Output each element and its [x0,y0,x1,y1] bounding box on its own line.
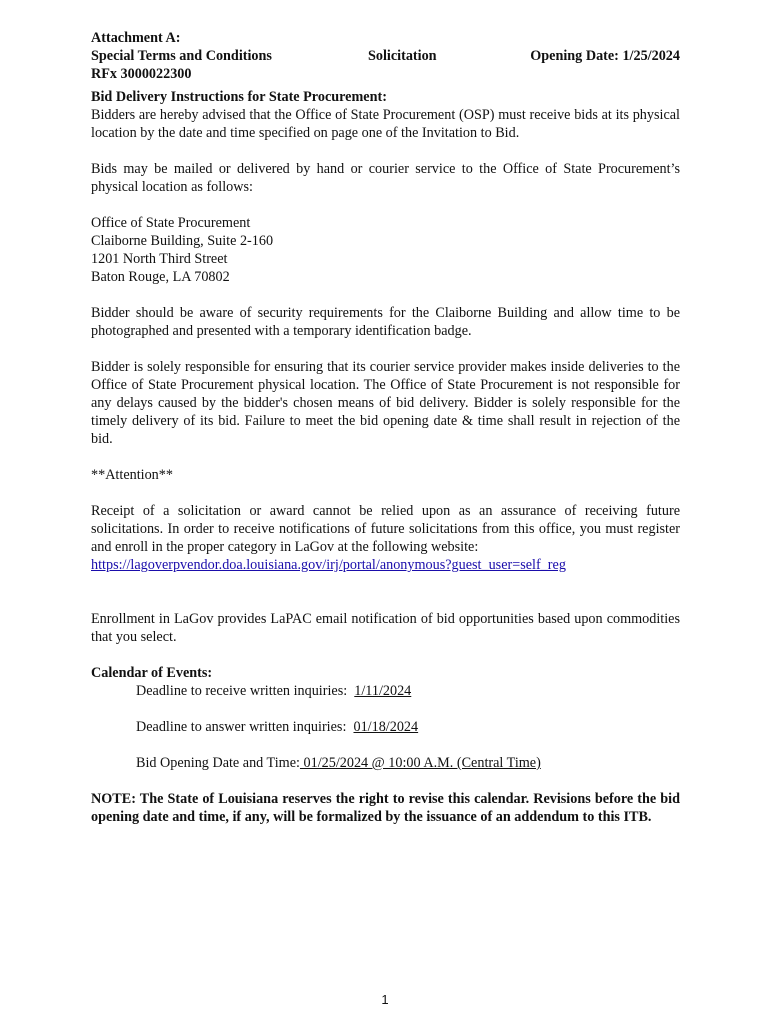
header-row [91,47,680,65]
header-terms: Special Terms and Conditions [91,48,272,64]
lagov-registration-link[interactable]: https://lagoverpvendor.doa.louisiana.gov/irj/portal/anonymous?guest_user=self_reg [91,557,566,573]
address-line: Claiborne Building, Suite 2-160 [91,233,274,249]
calendar-heading: Calendar of Events: [91,665,213,681]
address-line: 1201 North Third Street [91,251,228,267]
header-solicitation: Solicitation [368,48,437,64]
calendar-events [91,682,680,772]
header-rfx: RFx 3000022300 [91,66,192,82]
bid-delivery-paragraph-3: Bidder should be aware of security requirements for the Claiborne Building and allow time to be photographed and presented with a temporary identification badge. [91,305,680,339]
note-text: : The State of Louisiana reserves the right to revise this calendar. Revisions before the bid opening date and time, if any, will be formalized by the issuance of an addendum to this ITB. [91,791,680,825]
bid-delivery-heading: Bid Delivery Instructions for State Procurement: [91,89,387,105]
event-value: 1/11/2024 [354,683,412,699]
page-number: 1 [381,992,389,1007]
document-page [91,29,680,826]
header-opening-date: Opening Date: 1/25/2024 [530,48,680,64]
note-paragraph [91,790,680,826]
event-label: Deadline to receive written inquiries: [136,683,348,699]
address-line: Office of State Procurement [91,215,251,231]
enrollment-paragraph: Enrollment in LaGov provides LaPAC email notification of bid opportunities based upon commodities that you select. [91,611,680,645]
attention-label: **Attention** [91,467,173,483]
calendar-event [136,682,680,700]
event-value: 01/25/2024 @ 10:00 A.M. (Central Time) [299,755,541,771]
event-label: Deadline to answer written inquiries: [136,719,347,735]
header-attachment: Attachment A: [91,30,181,46]
event-label: Bid Opening Date and Time: [136,755,300,771]
calendar-event [136,754,680,772]
address-line: Baton Rouge, LA 70802 [91,269,230,285]
note-label: NOTE [91,791,132,807]
bid-delivery-paragraph-1: Bidders are hereby advised that the Office of State Procurement (OSP) must receive bids at its physical location by the date and time specified on page one of the Invitation to Bid. [91,107,680,141]
address-block [91,214,680,286]
document-header [91,29,680,83]
bid-delivery-paragraph-4: Bidder is solely responsible for ensuring that its courier service provider makes inside deliveries to the Office of State Procurement physical location. The Office of State Procurement is not responsible for any delays caused by the bidder's chosen means of bid delivery. Bidder is solely responsible for the timely delivery of its bid. Failure to meet the bid opening date & time shall result in rejection of the bid. [91,359,680,447]
calendar-event [136,718,680,736]
event-value: 01/18/2024 [353,719,419,735]
attention-paragraph: Receipt of a solicitation or award cannot be relied upon as an assurance of receiving future solicitations. In order to receive notifications of future solicitations from this office, you must register and enroll in the proper category in LaGov at the following website: [91,503,680,555]
bid-delivery-paragraph-2: Bids may be mailed or delivered by hand or courier service to the Office of State Procurement’s physical location as follows: [91,161,680,195]
